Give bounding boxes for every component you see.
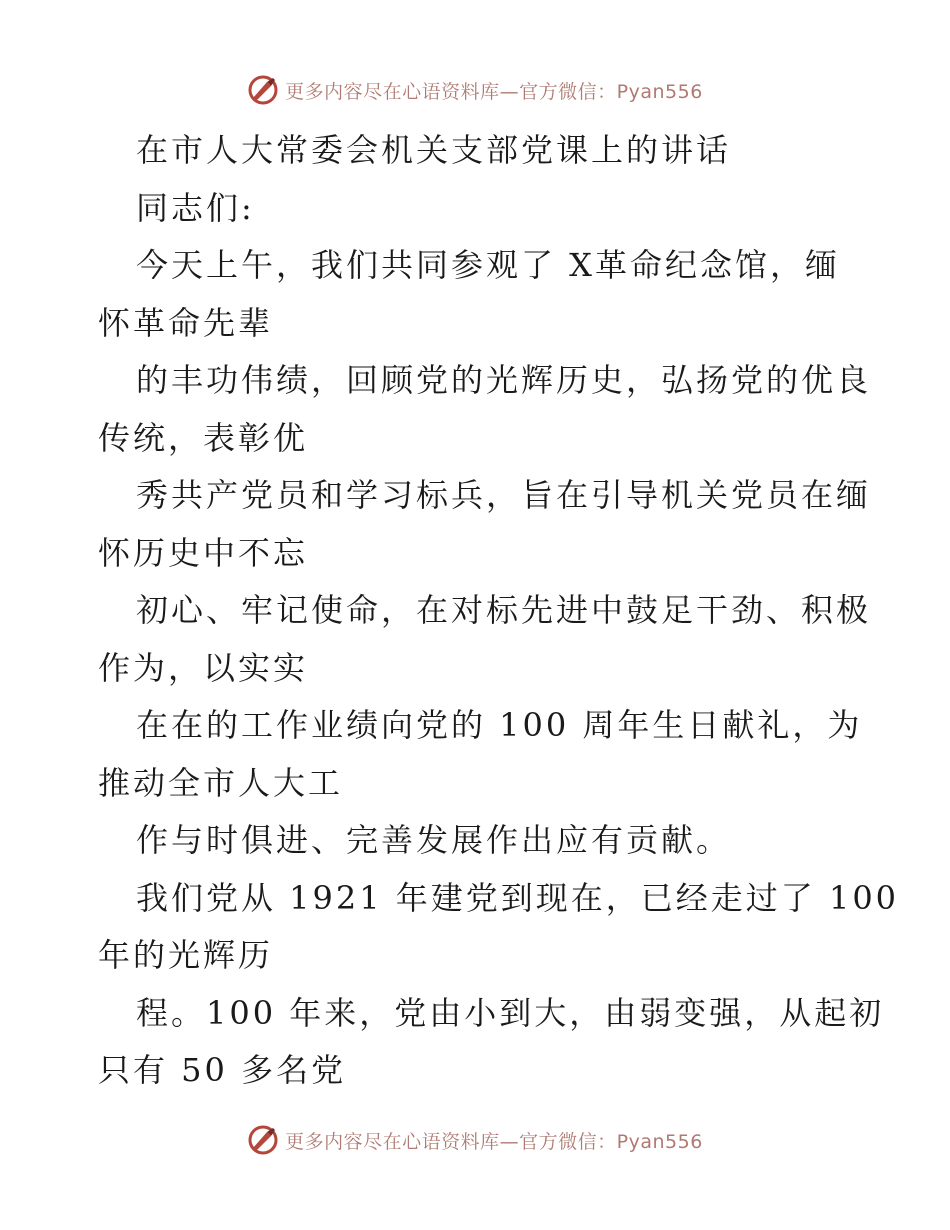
paragraph-line: 的丰功伟绩，回顾党的光辉历史，弘扬党的优良 <box>136 361 872 399</box>
paragraph-line: 在在的工作业绩向党的 100 周年生日献礼，为 <box>136 706 863 744</box>
pen-logo-icon <box>247 1124 279 1156</box>
paragraph-line: 怀革命先辈 <box>98 303 274 342</box>
header-watermark <box>0 70 950 110</box>
salutation: 同志们: <box>136 188 255 227</box>
paragraph-line: 作为，以实实 <box>98 648 309 687</box>
paragraph-line: 怀历史中不忘 <box>98 533 309 572</box>
paragraph-line: 我们党从 1921 年建党到现在，已经走过了 100 <box>136 878 900 917</box>
document-body <box>98 122 900 1100</box>
paragraph-line: 初心、牢记使命，在对标先进中鼓足干劲、积极 <box>136 591 872 629</box>
paragraph-line: 只有 50 多名党 <box>98 1051 347 1089</box>
footer-watermark <box>0 1120 950 1160</box>
paragraph-line: 程。100 年来，党由小到大，由弱变强，从起初 <box>136 993 885 1032</box>
paragraph-line: 推动全市人大工 <box>98 763 344 802</box>
watermark-text: 更多内容尽在心语资料库—官方微信：Pyan556 <box>285 80 703 103</box>
paragraph-line: 年的光辉历 <box>98 936 274 974</box>
paragraph-line: 传统，表彰优 <box>98 418 309 457</box>
watermark-text: 更多内容尽在心语资料库—官方微信：Pyan556 <box>285 1130 703 1153</box>
document-title: 在市人大常委会机关支部党课上的讲话 <box>136 131 732 169</box>
paragraph-line: 秀共产党员和学习标兵，旨在引导机关党员在缅 <box>136 476 872 514</box>
paragraph-line: 作与时俱进、完善发展作出应有贡献。 <box>136 821 732 859</box>
paragraph-line: 今天上午，我们共同参观了 X革命纪念馆，缅 <box>136 246 840 284</box>
pen-logo-icon <box>247 74 279 106</box>
